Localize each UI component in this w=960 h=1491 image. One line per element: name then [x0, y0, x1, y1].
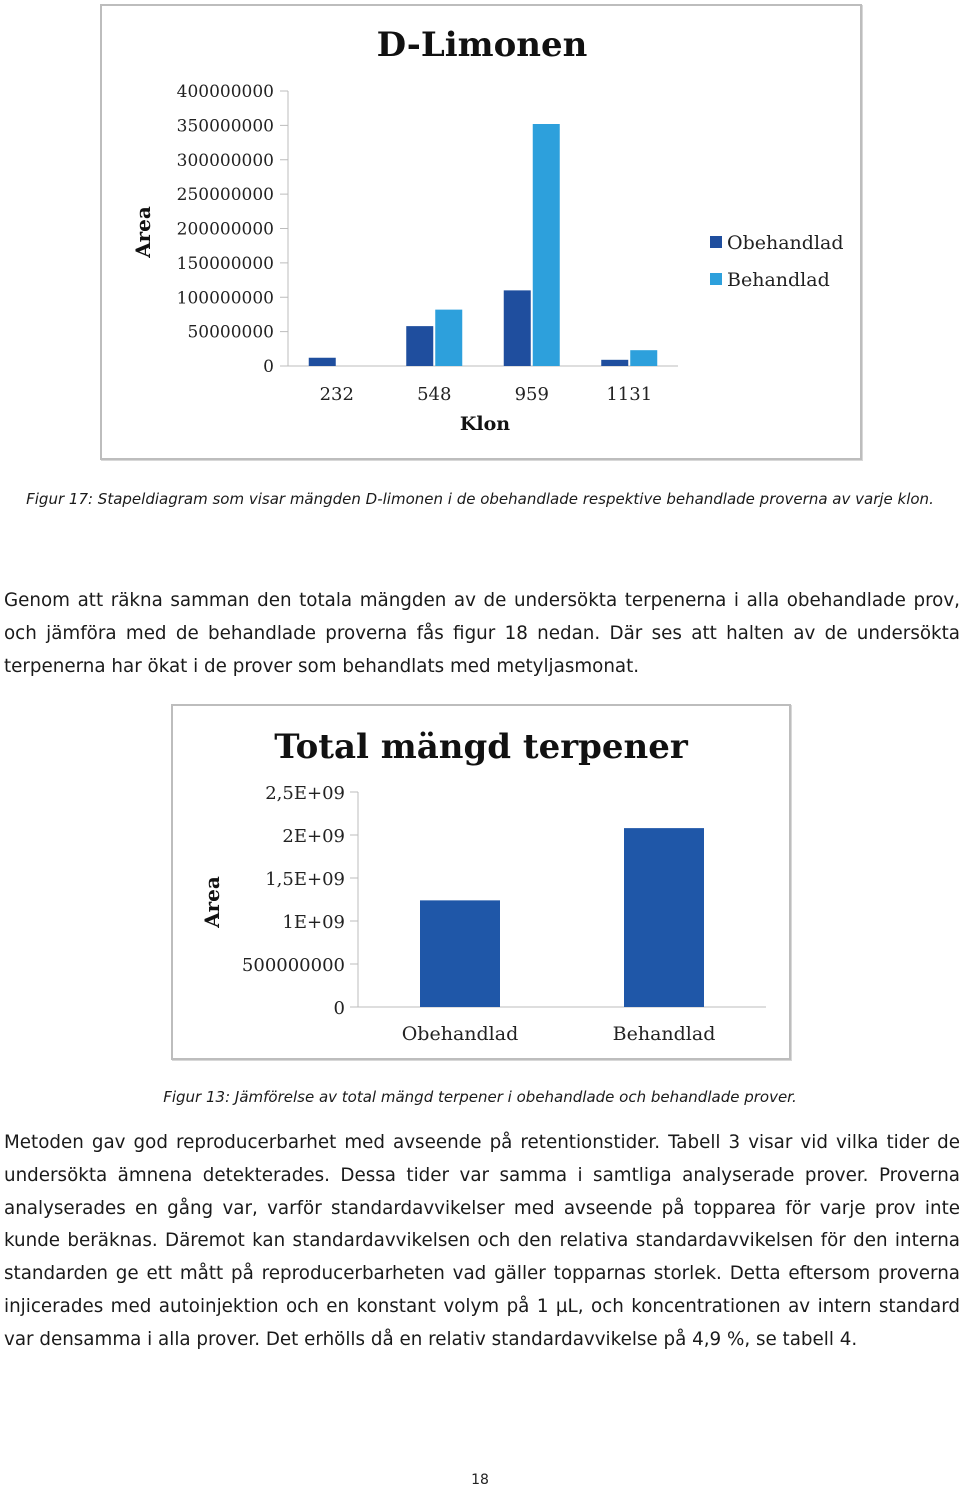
y-tick-label: 200000000 — [176, 219, 274, 240]
chart-title: Total mängd terpener — [274, 727, 688, 767]
y-tick-label: 150000000 — [176, 253, 274, 274]
figure-13-caption: Figur 13: Jämförelse av total mängd terpener i obehandlade och behandlade prover. — [163, 1088, 797, 1106]
bar-behandlad — [624, 828, 704, 1007]
x-tick-label: 548 — [417, 384, 452, 405]
legend-swatch — [710, 273, 722, 285]
y-tick-label: 400000000 — [176, 82, 274, 102]
x-axis-label: Klon — [459, 413, 511, 435]
bar-behandlad-548 — [435, 310, 462, 366]
y-tick-label: 1E+09 — [282, 912, 345, 933]
y-tick-label: 350000000 — [176, 116, 274, 137]
figure-17-caption: Figur 17: Stapeldiagram som visar mängden D-limonen i de obehandlade respektive behandlade proverna av varje klon. — [26, 490, 934, 508]
paragraph-2: Metoden gav god reproducerbarhet med avseende på retentionstider. Tabell 3 visar vid vilka tider de undersökta ämnena detekterades. Dessa tider var samma i samtliga analyserade prover. Proverna analyserades en gång var, varför standardavvikelser med avseende på topparea för varje prov inte kunde beräknas. Däremot kan standardavvikelsen och den relativa standardavvikelsen för den interna standarden ge ett mått på reproducerbarheten vad gäller topparnas storlek. Detta eftersom proverna injicerades med autoinjektion och en konstant volym på 1 µL, och koncentrationen av intern standard var densamma i alla prover. Det erhölls då en relativ standardavvikelse på 4,9 %, se tabell 4. — [4, 1132, 960, 1350]
total-terpener-chart — [171, 704, 791, 1060]
y-tick-label: 2,5E+09 — [265, 783, 345, 804]
bar-behandlad-959 — [533, 124, 560, 366]
y-tick-label: 0 — [333, 998, 345, 1019]
x-tick-label: Behandlad — [612, 1023, 716, 1045]
d-limonen-chart-svg — [102, 6, 860, 458]
legend-label: Behandlad — [727, 269, 830, 291]
legend-swatch — [710, 236, 722, 248]
bar-obehandlad-959 — [504, 290, 531, 366]
paragraph-1: Genom att räkna samman den totala mängden av de undersökta terpenerna i alla obehandlade prov, och jämföra med de behandlade proverna fås figur 18 nedan. Där ses att halten av de undersökta terpenerna har ökat i de prover som behandlats med metyljasmonat. — [4, 590, 960, 677]
y-tick-label: 1,5E+09 — [265, 869, 345, 890]
bar-obehandlad-232 — [309, 358, 336, 366]
y-tick-label: 250000000 — [176, 185, 274, 206]
page-number: 18 — [471, 1472, 489, 1488]
bar-behandlad-1131 — [630, 350, 657, 366]
y-tick-label: 100000000 — [176, 288, 274, 309]
y-tick-label: 0 — [263, 357, 274, 377]
y-axis-label: Area — [131, 206, 155, 258]
x-tick-label: 1131 — [606, 384, 653, 405]
y-tick-label: 50000000 — [187, 322, 274, 343]
legend-label: Obehandlad — [727, 232, 844, 254]
y-tick-label: 500000000 — [241, 955, 345, 976]
bar-obehandlad-548 — [406, 326, 433, 366]
y-tick-label: 300000000 — [176, 150, 274, 171]
x-tick-label: Obehandlad — [401, 1023, 519, 1045]
x-tick-label: 959 — [514, 384, 549, 405]
bar-obehandlad-1131 — [601, 360, 628, 366]
y-axis-label: Area — [200, 876, 224, 928]
y-tick-label: 2E+09 — [282, 826, 345, 847]
bar-obehandlad — [420, 900, 500, 1007]
d-limonen-chart — [100, 4, 862, 460]
chart-title: D-Limonen — [376, 25, 588, 65]
total-terpener-chart-svg — [173, 706, 789, 1058]
x-tick-label: 232 — [319, 384, 354, 405]
